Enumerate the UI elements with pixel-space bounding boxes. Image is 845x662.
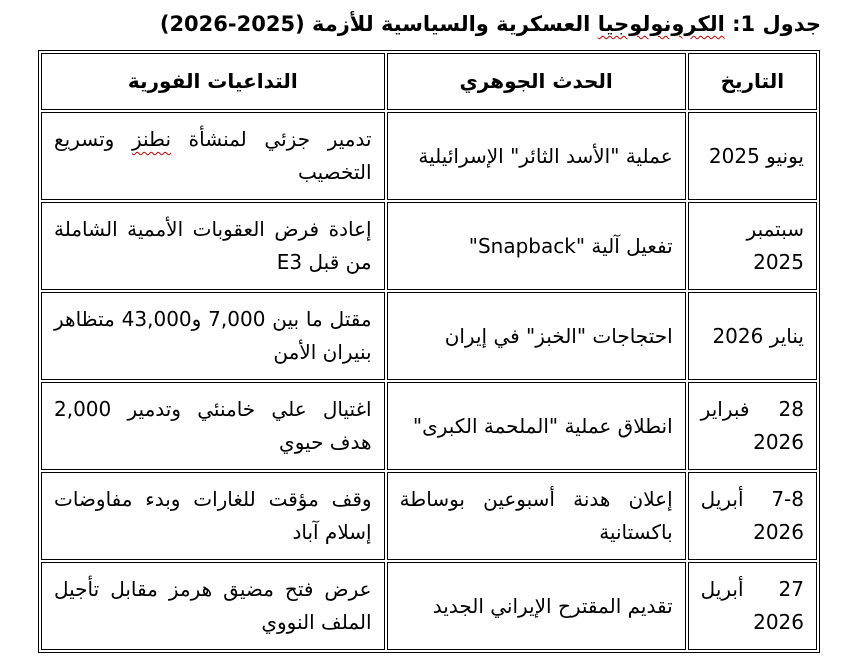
cell-impact: عرض فتح مضيق هرمز مقابل تأجيل الملف النووي — [41, 562, 385, 650]
cell-event: إعلان هدنة أسبوعين بوساطة باكستانية — [387, 472, 686, 560]
cell-event: عملية "الأسد الثائر" الإسرائيلية — [387, 112, 686, 200]
caption-prefix: جدول 1: — [732, 12, 821, 36]
table-header-row — [41, 53, 817, 110]
impact-text: وتسريع التخصيب — [54, 127, 372, 184]
table-caption — [160, 8, 821, 40]
cell-date: يناير 2026 — [688, 292, 817, 380]
cell-event: تفعيل آلية "Snapback" — [387, 202, 686, 290]
table-row — [41, 202, 817, 290]
cell-impact: إعادة فرض العقوبات الأممية الشاملة من قبل E3 — [41, 202, 385, 290]
caption-title-rest: العسكرية والسياسية للأزمة (2025-2026) — [159, 12, 591, 36]
header-impact: التداعيات الفورية — [41, 53, 385, 110]
table-row — [41, 382, 817, 470]
cell-impact: مقتل ما بين 7,000 و43,000 متظاهر بنيران الأمن — [41, 292, 385, 380]
cell-date: سبتمبر 2025 — [688, 202, 817, 290]
table-row — [41, 472, 817, 560]
table-row — [41, 562, 817, 650]
header-date: التاريخ — [688, 53, 817, 110]
cell-impact: اغتيال علي خامنئي وتدمير 2,000 هدف حيوي — [41, 382, 385, 470]
cell-date: 7-8 أبريل 2026 — [688, 472, 817, 560]
cell-date: 27 أبريل 2026 — [688, 562, 817, 650]
chronology-table — [38, 50, 820, 653]
cell-date: يونيو 2025 — [688, 112, 817, 200]
cell-impact — [41, 112, 385, 200]
cell-date: 28 فبراير 2026 — [688, 382, 817, 470]
impact-text: تدمير جزئي لمنشأة — [171, 127, 372, 151]
cell-event: انطلاق عملية "الملحمة الكبرى" — [387, 382, 686, 470]
cell-event: تقديم المقترح الإيراني الجديد — [387, 562, 686, 650]
table-row — [41, 112, 817, 200]
impact-text-flagged: نطنز — [131, 127, 172, 151]
caption-title-word-flagged: الكرونولوجيا — [597, 12, 725, 36]
cell-event: احتجاجات "الخبز" في إيران — [387, 292, 686, 380]
table-row — [41, 292, 817, 380]
header-event: الحدث الجوهري — [387, 53, 686, 110]
cell-impact: وقف مؤقت للغارات وبدء مفاوضات إسلام آباد — [41, 472, 385, 560]
